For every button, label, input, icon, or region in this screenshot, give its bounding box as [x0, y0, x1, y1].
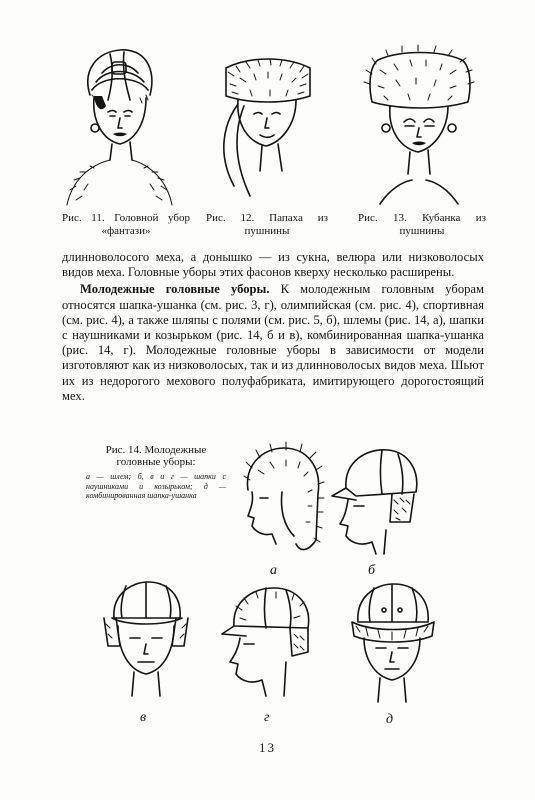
body-text [62, 250, 484, 404]
combined-ushanka [352, 584, 434, 642]
fig14d-label: г [264, 710, 270, 725]
fig14-caption: Рис. 14. Молодежные головные уборы: [105, 444, 207, 468]
fig11-caption: Рис. 11. Головной убор «фантази» [62, 212, 190, 237]
fig14c-illustration [96, 578, 196, 708]
face [340, 500, 386, 554]
kubanka-hat [364, 45, 474, 108]
paragraph-2 [62, 282, 484, 404]
fur-collar [67, 160, 172, 205]
turban-hat [88, 50, 152, 103]
face [91, 96, 146, 160]
face [380, 106, 458, 204]
fig14e-illustration [342, 580, 442, 710]
fig14d-illustration [220, 586, 320, 711]
section-heading: Молодежные головные уборы. [80, 282, 270, 297]
fig14a-illustration [238, 440, 328, 570]
face [248, 492, 294, 544]
papakha-hat [226, 59, 310, 102]
fig14b-label: б [368, 563, 376, 578]
page-number: 13 [259, 740, 276, 755]
face [364, 638, 420, 702]
fig12-illustration [210, 46, 325, 206]
fig13-illustration [360, 44, 480, 209]
fig11-illustration [62, 40, 177, 210]
face [230, 638, 286, 696]
fig14b-illustration [326, 440, 426, 570]
fig14c-label: в [140, 710, 147, 725]
paragraph-1: длинноволосого меха, а донышко — из сукна, велюра или низковолосых видов меха. Головные уборы этих фасонов кверху несколько расширены. [62, 250, 484, 280]
face [118, 626, 174, 696]
fig14e-label: д [386, 712, 394, 727]
fig14a-label: а [270, 563, 277, 578]
paragraph-2-text: К молодежным головным уборам относятся шапка-ушанка (см. рис. 3, г), олимпийская (см. рис. 4), спортивная (см. рис. 4), а также шляпы с полями (см. рис. 5, б), шлемы (рис. 14, а), шапки с наушниками и козырьком (рис. 14, б и в), комбинированная шапка-ушанка (рис. 14, г). Молодежные головные уборы в зависимости от модели изготовляют как из низковолосых, так и из длинноволосых видов меха. Шьют их из недорогого мехового полуфабриката, имитирующего дорогостоящий мех. [62, 282, 484, 403]
face [224, 100, 296, 196]
fig12-caption: Рис. 12. Папаха из пушнины [206, 212, 328, 237]
helmet-hat [244, 442, 324, 550]
fig14-legend: а — шлем; б, в и г — шапки с наушниками и козырьком; д — комбинированная шапка-ушанка [86, 472, 226, 500]
combined-cap [222, 588, 309, 656]
visor-cap [104, 582, 188, 646]
fig13-caption: Рис. 13. Кубанка из пушнины [358, 212, 486, 237]
